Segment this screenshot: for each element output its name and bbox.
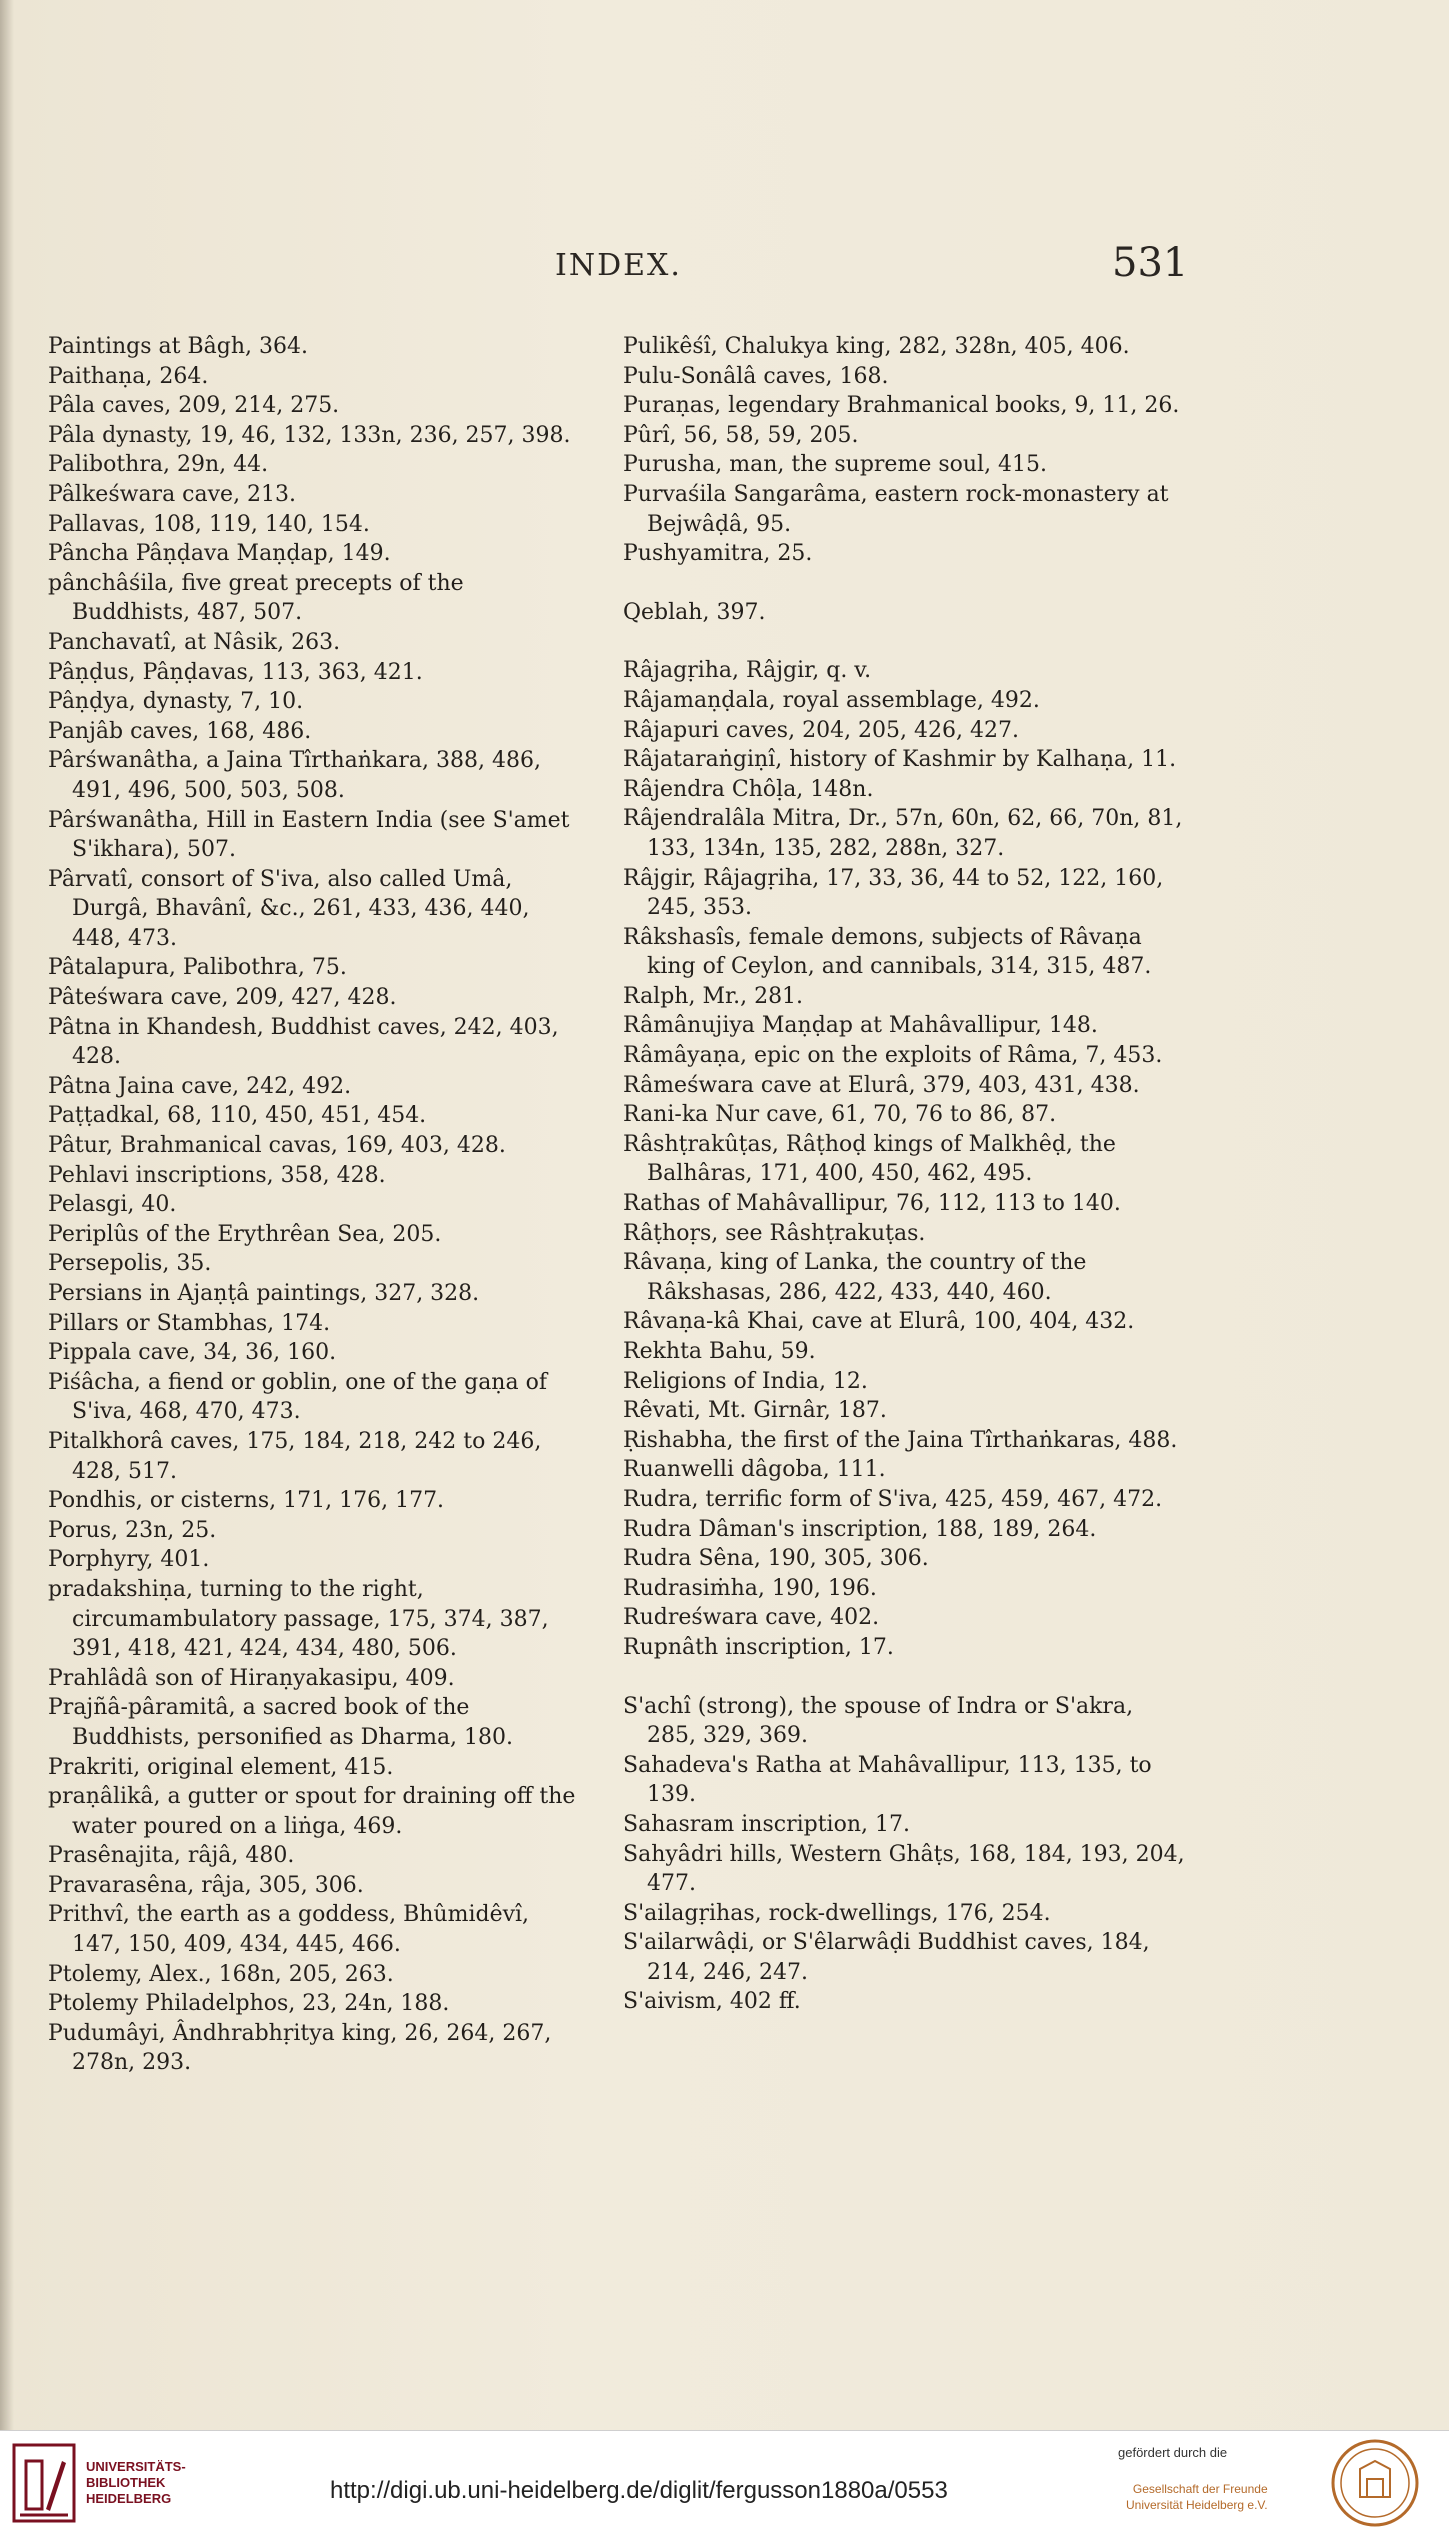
index-entry: Pulikêśî, Chalukya king, 282, 328n, 405, 406. (623, 334, 1130, 359)
index-entry: Pûrî, 56, 58, 59, 205. (623, 422, 859, 448)
permalink-url[interactable]: http://digi.ub.uni-heidelberg.de/diglit/fergusson1880a/0553 (330, 2477, 948, 2504)
section-gap (623, 1663, 1185, 1692)
index-entry: Porus, 23n, 25. (48, 1517, 217, 1543)
index-entry: Puraṇas, legendary Brahmanical books, 9, 11, 26. (623, 393, 1180, 419)
index-entry: Sahyâdri hills, Western Ghâṭs, 168, 184, 193, 204, 477. (623, 1841, 1185, 1897)
index-entry: S'achî (strong), the spouse of Indra or S'akra, 285, 329, 369. (623, 1693, 1134, 1749)
index-entry: Periplûs of the Erythrêan Sea, 205. (48, 1221, 442, 1247)
index-entry: Sahasram inscription, 17. (623, 1811, 910, 1837)
index-entry: Pippala cave, 34, 36, 160. (48, 1340, 337, 1366)
index-entry: Persepolis, 35. (48, 1251, 212, 1277)
digitization-footer (0, 2430, 1449, 2534)
university-seal-icon (1320, 2437, 1430, 2529)
index-entry: S'ailagṛihas, rock-dwellings, 176, 254. (623, 1900, 1051, 1926)
page-number: 531 (1112, 240, 1189, 286)
index-entry: Pâla caves, 209, 214, 275. (48, 393, 340, 419)
index-entry: Rani-ka Nur cave, 61, 70, 76 to 86, 87. (623, 1102, 1057, 1128)
society-name-line: Gesellschaft der Freunde (1132, 2482, 1268, 2496)
running-title: INDEX. (555, 248, 682, 283)
index-entry: Paithaṇa, 264. (48, 363, 209, 389)
index-entry: Pulu-Sonâlâ caves, 168. (623, 363, 889, 389)
index-entry: Râjendralâla Mitra, Dr., 57n, 60n, 62, 66, 70n, 81, 133, 134n, 135, 282, 288n, 327. (623, 806, 1183, 861)
index-entry: Panchavatî, at Nâsik, 263. (48, 629, 341, 655)
index-entry: Râjamaṇḍala, royal assemblage, 492. (623, 687, 1040, 713)
index-entry: Pâṇḍus, Pâṇḍavas, 113, 363, 421. (48, 659, 423, 685)
index-entry: Purvaśila Sangarâma, eastern rock-monastery at Bejwâḍâ, 95. (623, 481, 1169, 537)
index-entry: S'aivism, 402 ff. (623, 1989, 801, 2015)
index-entry: Pâtna in Khandesh, Buddhist caves, 242, 403, 428. (48, 1014, 559, 1070)
section-gap (623, 627, 1185, 656)
index-entry: Râvaṇa, king of Lanka, the country of the Râkshasas, 286, 422, 433, 440, 460. (623, 1250, 1087, 1305)
index-entry: Pondhis, or cisterns, 171, 176, 177. (48, 1488, 445, 1514)
index-entry: Ralph, Mr., 281. (623, 983, 804, 1009)
index-entry: Religions of India, 12. (623, 1368, 868, 1394)
index-entry: Râkshasîs, female demons, subjects of Râvaṇa king of Ceylon, and cannibals, 314, 315, 487. (623, 924, 1152, 980)
index-entry: Prajñâ-pâramitâ, a sacred book of the Buddhists, personified as Dharma, 180. (48, 1695, 514, 1750)
index-entry: Paintings at Bâgh, 364. (48, 334, 309, 359)
index-entry: Râshṭrakûṭas, Râṭhoḍ kings of Malkhêḍ, the Balhâras, 171, 400, 450, 462, 495. (623, 1131, 1116, 1187)
index-entry: Râjagṛiha, Râjgir, q. v. (623, 658, 872, 684)
index-entry: Rudra Dâman's inscription, 188, 189, 264. (623, 1516, 1097, 1542)
index-entry: Pallavas, 108, 119, 140, 154. (48, 511, 370, 537)
funded-by-label: gefördert durch die (1118, 2445, 1228, 2460)
library-name-line: HEIDELBERG (86, 2491, 172, 2506)
index-entry: Râjataraṅgiṇî, history of Kashmir by Kalhaṇa, 11. (623, 747, 1177, 773)
index-entry: Rudreśwara cave, 402. (623, 1605, 880, 1631)
index-entry: Prahlâdâ son of Hiraṇyakasipu, 409. (48, 1665, 455, 1691)
index-entry: Rupnâth inscription, 17. (623, 1634, 894, 1660)
library-name-line: UNIVERSITÄTS- (86, 2459, 186, 2474)
index-entry: Prakriti, original element, 415. (48, 1754, 394, 1780)
index-entry: Pârśwanâtha, Hill in Eastern India (see S'amet S'ikhara), 507. (48, 807, 570, 863)
index-entry: Râvaṇa-kâ Khai, cave at Elurâ, 100, 404, 432. (623, 1309, 1135, 1335)
index-entry: S'ailarwâḍi, or S'êlarwâḍi Buddhist caves, 184, 214, 246, 247. (623, 1930, 1150, 1985)
index-column-left (48, 332, 584, 2078)
index-entry: Ṛishabha, the first of the Jaina Tîrthaṅkaras, 488. (623, 1427, 1178, 1453)
index-entry: Pâṇḍya, dynasty, 7, 10. (48, 689, 304, 715)
index-entry: Paṭṭadkal, 68, 110, 450, 451, 454. (48, 1103, 427, 1129)
index-entry: Pâtalapura, Palibothra, 75. (48, 955, 347, 981)
library-name (86, 2459, 186, 2507)
index-entry: Panjâb caves, 168, 486. (48, 718, 312, 744)
index-entry: Pravarasêna, râja, 305, 306. (48, 1872, 364, 1898)
index-entry: Râjgir, Râjagṛiha, 17, 33, 36, 44 to 52, 122, 160, 245, 353. (623, 865, 1164, 921)
index-entry: Pâtur, Brahmanical cavas, 169, 403, 428. (48, 1133, 506, 1159)
index-entry: Râṭhoṛs, see Râshṭrakuṭas. (623, 1220, 926, 1246)
index-entry: Sahadeva's Ratha at Mahâvallipur, 113, 135, to 139. (623, 1752, 1152, 1808)
index-entry: Râjapuri caves, 204, 205, 426, 427. (623, 717, 1019, 743)
index-entry: Purusha, man, the supreme soul, 415. (623, 452, 1048, 478)
index-entry: Rudra, terrific form of S'iva, 425, 459, 467, 472. (623, 1486, 1163, 1512)
index-entry: Pehlavi inscriptions, 358, 428. (48, 1162, 386, 1188)
index-entry: Piśâcha, a fiend or goblin, one of the gaṇa of S'iva, 468, 470, 473. (48, 1369, 547, 1425)
index-entry: Pârśwanâtha, a Jaina Tîrthaṅkara, 388, 486, 491, 496, 500, 503, 508. (48, 748, 541, 803)
ub-heidelberg-logo-icon[interactable] (12, 2443, 76, 2523)
index-entry: Pelasgi, 40. (48, 1192, 177, 1218)
index-entry: Pâtna Jaina cave, 242, 492. (48, 1073, 352, 1099)
index-entry: Ruanwelli dâgoba, 111. (623, 1457, 886, 1483)
index-entry: Pâla dynasty, 19, 46, 132, 133n, 236, 257, 398. (48, 422, 571, 448)
library-name-line: BIBLIOTHEK (86, 2475, 166, 2490)
index-entry: Ptolemy, Alex., 168n, 205, 263. (48, 1961, 394, 1987)
society-name[interactable] (1126, 2481, 1268, 2513)
society-name-line: Universität Heidelberg e.V. (1126, 2498, 1268, 2512)
index-entry: Râmeśwara cave at Elurâ, 379, 403, 431, 438. (623, 1072, 1140, 1098)
index-entry: Pushyamitra, 25. (623, 541, 813, 567)
index-entry: Prithvî, the earth as a goddess, Bhûmidêvî, 147, 150, 409, 434, 445, 466. (48, 1902, 530, 1958)
index-entry: Râmâyaṇa, epic on the exploits of Râma, 7, 453. (623, 1043, 1163, 1069)
index-entry: Pillars or Stambhas, 174. (48, 1310, 331, 1336)
index-entry: Rudra Sêna, 190, 305, 306. (623, 1546, 929, 1572)
index-entry: pradakshiṇa, turning to the right, circumambulatory passage, 175, 374, 387, 391, 418, 421, 424, 434, 480, 506. (48, 1576, 549, 1662)
index-entry: Rudrasiṁha, 190, 196. (623, 1575, 877, 1601)
index-entry: Rekhta Bahu, 59. (623, 1339, 816, 1364)
index-entry: Pitalkhorâ caves, 175, 184, 218, 242 to 246, 428, 517. (48, 1428, 542, 1484)
page-header (0, 240, 1449, 300)
index-entry: Palibothra, 29n, 44. (48, 452, 269, 478)
section-gap (623, 569, 1185, 598)
index-entry: Porphyry, 401. (48, 1547, 210, 1573)
page-binding-shadow (0, 0, 14, 2430)
index-entry: Pâncha Pâṇḍava Maṇḍap, 149. (48, 541, 391, 567)
index-entry: Ptolemy Philadelphos, 23, 24n, 188. (48, 1991, 450, 2017)
index-entry: Pâlkeśwara cave, 213. (48, 481, 297, 507)
index-entry: praṇâlikâ, a gutter or spout for draining off the water poured on a liṅga, 469. (48, 1784, 576, 1839)
index-entry: Rêvati, Mt. Girnâr, 187. (623, 1398, 887, 1424)
index-entry: Râjendra Chôḷa, 148n. (623, 776, 874, 802)
index-entry: pânchâśila, five great precepts of the Buddhists, 487, 507. (48, 570, 464, 626)
index-entry: Persians in Ajaṇṭâ paintings, 327, 328. (48, 1281, 480, 1306)
index-entry: Pârvatî, consort of S'iva, also called Umâ, Durgâ, Bhavânî, &c., 261, 433, 436, 440, 448, 473. (48, 866, 530, 951)
index-entry: Qeblah, 397. (623, 599, 766, 625)
index-column-right (623, 332, 1185, 2017)
index-entry: Pudumâyi, Ândhrabhṛitya king, 26, 264, 267, 278n, 293. (48, 2020, 552, 2076)
index-entry: Râmânujiya Maṇḍap at Mahâvallipur, 148. (623, 1013, 1098, 1039)
index-entry: Pâteśwara cave, 209, 427, 428. (48, 985, 397, 1011)
index-entry: Rathas of Mahâvallipur, 76, 112, 113 to 140. (623, 1191, 1121, 1217)
index-entry: Prasênajita, râjâ, 480. (48, 1843, 295, 1869)
